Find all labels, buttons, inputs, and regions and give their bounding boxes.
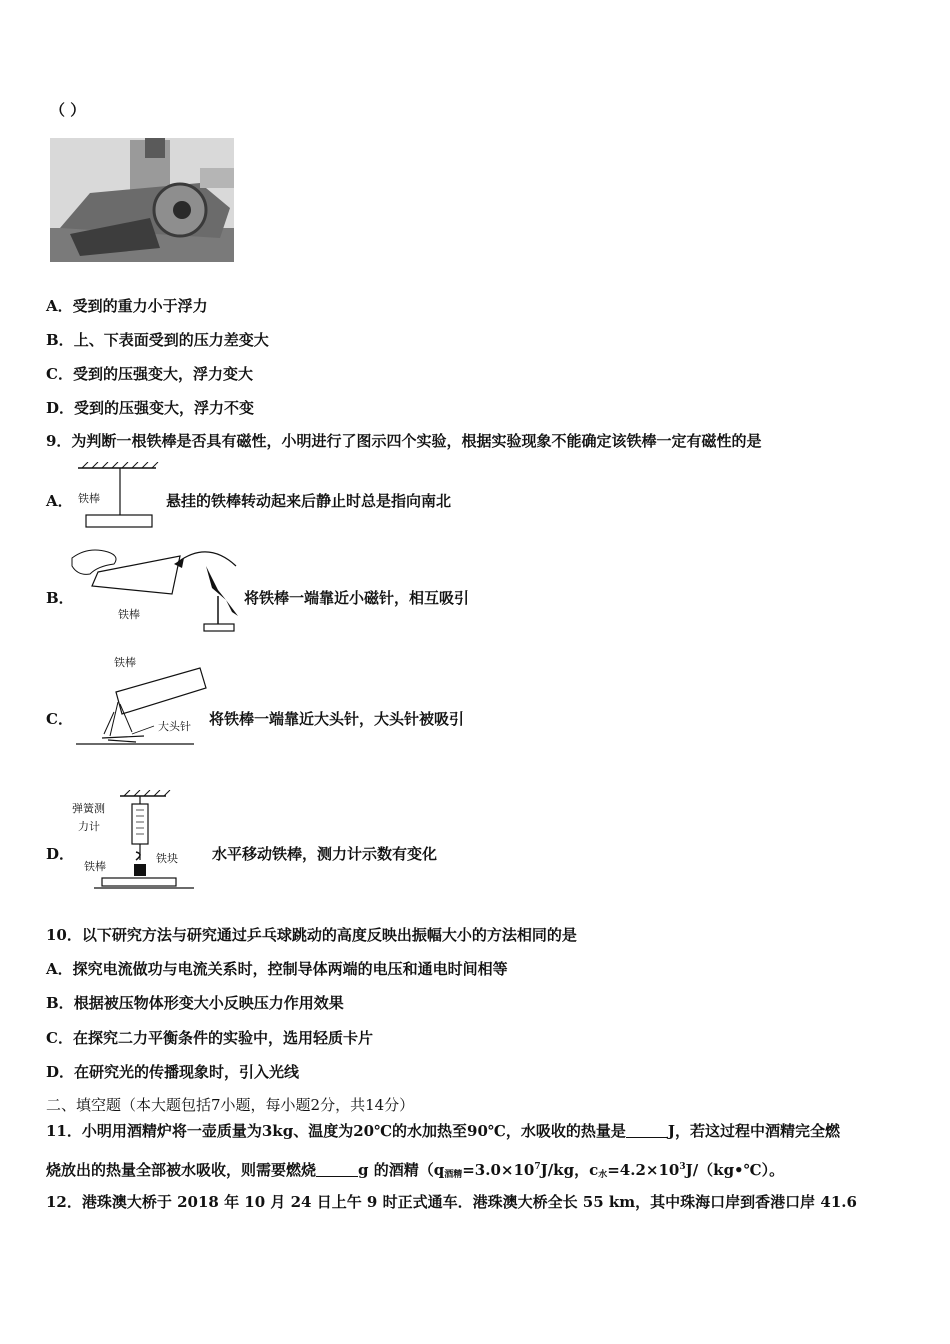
q9-option-d-desc: 水平移动铁棒，测力计示数有变化 <box>212 845 438 863</box>
option-letter: D． <box>46 1063 75 1081</box>
fig-label-scale: 力计 <box>78 820 100 833</box>
fig-label-spring: 弹簧测 <box>72 802 105 815</box>
q11-text: J，若这过程中酒精完全燃 <box>667 1122 841 1140</box>
answer-blank[interactable] <box>316 1162 358 1177</box>
q11-text: 11．小明用酒精炉将一壶质量为3kg、温度为20℃的水加热至90℃，水吸收的热量是 <box>46 1122 626 1140</box>
fig-label-iron-block: 铁块 <box>156 852 178 865</box>
q10-option-d <box>46 1061 299 1082</box>
superscript: 7 <box>534 1162 541 1172</box>
option-text: 在研究光的传播现象时，引入光线 <box>74 1063 300 1081</box>
q9-option-c-desc: 将铁棒一端靠近大头针，大头针被吸引 <box>209 710 465 728</box>
compass-needle-diagram <box>68 546 248 636</box>
option-text: 探究电流做功与电流关系时，控制导体两端的电压和通电时间相等 <box>72 960 508 978</box>
q9-option-d-letter: D． <box>46 845 75 863</box>
q9-option-b-letter: B． <box>46 589 74 607</box>
option-letter: B． <box>46 994 74 1012</box>
superscript: 3 <box>679 1162 686 1172</box>
hanging-rod-diagram <box>72 462 162 532</box>
option-letter: B． <box>46 331 74 349</box>
subscript: 水 <box>598 1170 608 1180</box>
option-text: 受到的压强变大，浮力不变 <box>74 399 255 417</box>
option-text: 根据被压物体形变大小反映压力作用效果 <box>73 994 344 1012</box>
q9-option-a-desc: 悬挂的铁棒转动起来后静止时总是指向南北 <box>166 492 452 510</box>
fig-label-iron-rod: 铁棒 <box>118 608 140 621</box>
q9-option-a-letter: A． <box>46 492 73 510</box>
option-letter: D． <box>46 399 75 417</box>
q11-line1 <box>46 1121 840 1141</box>
q11-text: 烧放出的热量全部被水吸收，则需要燃烧 <box>46 1161 317 1179</box>
q11-text: J/（kg•℃）。 <box>685 1161 785 1179</box>
q11-text: g 的酒精（q <box>358 1161 445 1179</box>
submarine-photo-icon <box>50 138 234 262</box>
fig-label-pin: 大头针 <box>158 720 191 733</box>
q8-option-a <box>46 295 208 316</box>
option-text: 受到的重力小于浮力 <box>72 297 208 315</box>
q11-text: =3.0×10 <box>462 1161 535 1179</box>
q8-option-d <box>46 397 254 418</box>
answer-blank[interactable] <box>626 1123 668 1138</box>
fig-label-iron-rod: 铁棒 <box>78 492 100 505</box>
q8-option-c <box>46 363 253 384</box>
q10-option-c <box>46 1027 373 1048</box>
pins-diagram <box>74 652 214 752</box>
option-text: 上、下表面受到的压力差变大 <box>73 331 269 349</box>
q12-stem: 12．港珠澳大桥于 2018 年 10 月 24 日上午 9 时正式通车．港珠澳大桥全长 55 km，其中珠海口岸到香港口岸 41.6 <box>46 1193 857 1211</box>
option-text: 受到的压强变大，浮力变大 <box>72 365 253 383</box>
fig-label-iron-rod: 铁棒 <box>84 860 106 873</box>
fig-label-iron-rod: 铁棒 <box>114 656 136 669</box>
option-letter: A． <box>46 960 73 978</box>
option-letter: C． <box>46 1029 73 1047</box>
q11-line2 <box>46 1157 784 1185</box>
option-text: 在探究二力平衡条件的实验中，选用轻质卡片 <box>72 1029 373 1047</box>
q8-option-b <box>46 329 269 350</box>
subscript: 酒精 <box>444 1170 463 1180</box>
q9-option-c-letter: C． <box>46 710 73 728</box>
section-title: 二、填空题（本大题包括7小题，每小题2分，共14分） <box>46 1096 415 1114</box>
q9-option-b-desc: 将铁棒一端靠近小磁针，相互吸引 <box>244 589 470 607</box>
q11-text: J/kg，c <box>540 1161 599 1179</box>
q10-option-a <box>46 958 508 979</box>
q9-stem: 9．为判断一根铁棒是否具有磁性，小明进行了图示四个实验，根据实验现象不能确定该铁棒一定有磁性的是 <box>46 432 762 450</box>
q10-option-b <box>46 992 344 1013</box>
option-letter: A． <box>46 297 73 315</box>
q10-stem: 10．以下研究方法与研究通过乒乓球跳动的高度反映出振幅大小的方法相同的是 <box>46 926 577 944</box>
spring-scale-diagram <box>70 790 210 900</box>
answer-paren: （ ） <box>50 101 86 119</box>
option-letter: C． <box>46 365 73 383</box>
q11-text: =4.2×10 <box>607 1161 680 1179</box>
